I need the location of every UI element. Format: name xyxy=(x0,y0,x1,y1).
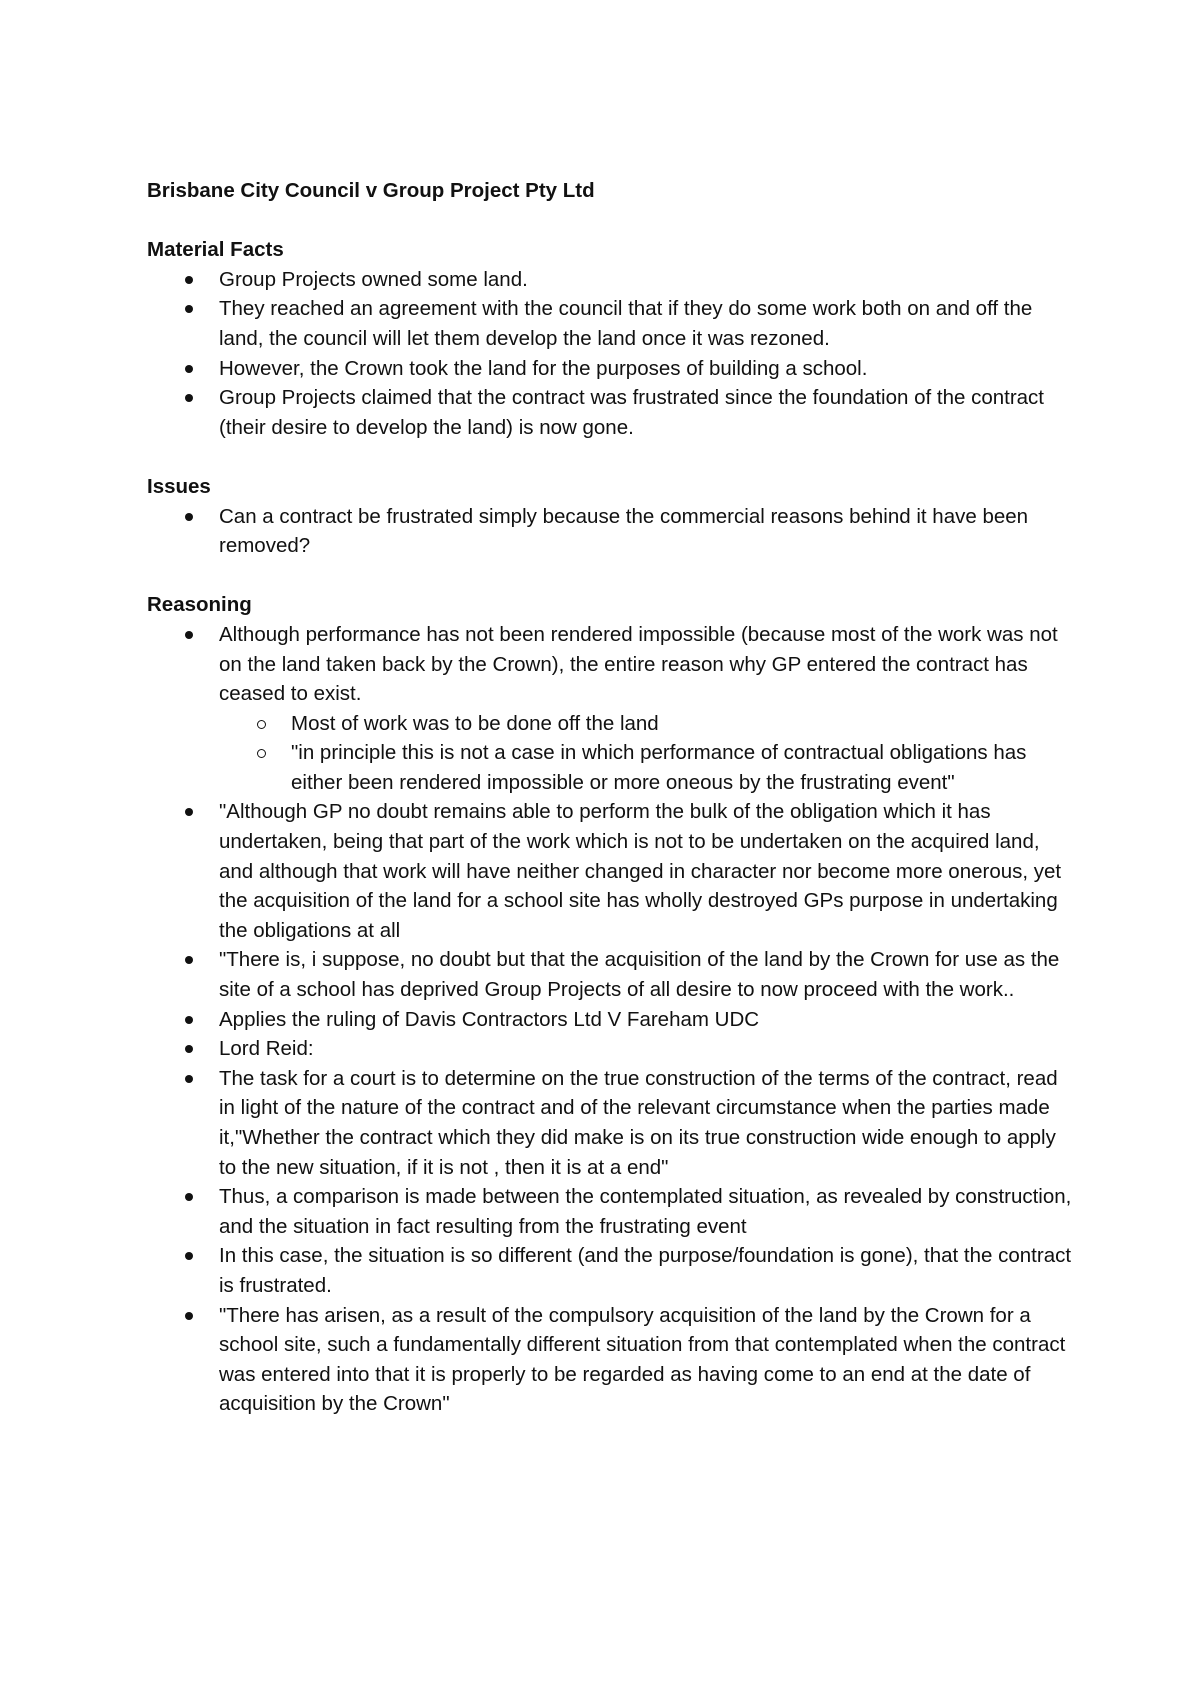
heading-issues: Issues xyxy=(147,474,211,498)
sub-list-item-text: "in principle this is not a case in which performance of contractual obligations has either been rendered impossible or more oneous by the frustrating event" xyxy=(291,741,1027,794)
sub-list-item-text: Most of work was to be done off the land xyxy=(291,711,659,735)
heading-reasoning: Reasoning xyxy=(147,593,252,617)
bullet-icon xyxy=(185,631,193,639)
list-item-text: Lord Reid: xyxy=(219,1037,314,1061)
list-item xyxy=(147,1241,1077,1300)
list-item-text: "There is, i suppose, no doubt but that the acquisition of the land by the Crown for use as the site of a school has deprived Group Projects of all desire to now proceed with the work.. xyxy=(219,948,1060,1002)
list-item xyxy=(147,1064,1077,1182)
list-item xyxy=(147,1034,1077,1064)
list-item xyxy=(147,1005,1077,1035)
bullet-icon xyxy=(185,1045,193,1053)
list-item-text: Group Projects owned some land. xyxy=(219,267,528,291)
reasoning-list xyxy=(147,620,1077,1419)
bullet-icon xyxy=(185,956,193,964)
list-item-text: Applies the ruling of Davis Contractors Ltd V Fareham UDC xyxy=(219,1007,760,1031)
list-item xyxy=(147,1301,1077,1419)
list-item-text: However, the Crown took the land for the purposes of building a school. xyxy=(219,356,868,380)
section-reasoning xyxy=(147,590,1077,1419)
list-item-text: Group Projects claimed that the contract was frustrated since the foundation of the contract (their desire to develop the land) is now gone. xyxy=(219,386,1044,439)
bullet-icon xyxy=(185,1016,193,1024)
document-body xyxy=(147,176,1077,1449)
list-item-text: Although performance has not been rendered impossible (because most of the work was not on the land taken back by the Crown), the entire reason why GP entered the contract has ceased to exist. xyxy=(219,622,1058,706)
bullet-icon xyxy=(185,276,193,284)
list-item xyxy=(147,797,1077,945)
list-item-text: They reached an agreement with the council that if they do some work both on and off the land, the council will let them develop the land once it was rezoned. xyxy=(219,297,1033,350)
section-material-facts xyxy=(147,235,1077,442)
bullet-icon xyxy=(185,1312,193,1320)
sub-list-item xyxy=(219,738,1077,797)
list-item xyxy=(147,945,1077,1004)
list-item xyxy=(147,502,1077,561)
list-item-text: "Although GP no doubt remains able to perform the bulk of the obligation which it has undertaken, being that part of the work which is not to be undertaken on the acquired land, and although that work will have neither changed in character nor become more onerous, yet the acquisition of the land for a school site has wholly destroyed GPs purpose in undertaking the obligations at all xyxy=(219,800,1062,942)
bullet-icon xyxy=(185,1252,193,1260)
document-title: Brisbane City Council v Group Project Pty Ltd xyxy=(147,179,595,202)
bullet-icon xyxy=(185,305,193,313)
list-item-text: Thus, a comparison is made between the contemplated situation, as revealed by construction, and the situation in fact resulting from the frustrating event xyxy=(219,1185,1072,1238)
heading-material-facts: Material Facts xyxy=(147,238,284,262)
list-item xyxy=(147,265,1077,295)
circle-bullet-icon xyxy=(257,749,266,758)
material-facts-list xyxy=(147,265,1077,443)
bullet-icon xyxy=(185,1075,193,1083)
bullet-icon xyxy=(185,394,193,402)
list-item-text: In this case, the situation is so different (and the purpose/foundation is gone), that the contract is frustrated. xyxy=(219,1244,1072,1297)
list-item xyxy=(147,620,1077,798)
reasoning-sub-list xyxy=(219,709,1077,798)
bullet-icon xyxy=(185,365,193,373)
list-item-text: The task for a court is to determine on the true construction of the terms of the contract, read in light of the nature of the contract and of the relevant circumstance when the parties made it,"Whether the contract which they did make is on its true construction wide enough to apply to the new situation, if it is not , then it is at a end" xyxy=(219,1066,1058,1179)
sub-list-item xyxy=(219,709,1077,739)
bullet-icon xyxy=(185,808,193,816)
list-item xyxy=(147,354,1077,384)
section-issues xyxy=(147,472,1077,561)
circle-bullet-icon xyxy=(257,720,266,729)
bullet-icon xyxy=(185,1193,193,1201)
list-item xyxy=(147,1182,1077,1241)
list-item-text: "There has arisen, as a result of the compulsory acquisition of the land by the Crown for a school site, such a fundamentally different situation from that contemplated when the contract was entered into that it is properly to be regarded as having come to an end at the date of acquisition by the Crown" xyxy=(219,1303,1066,1416)
issues-list xyxy=(147,502,1077,561)
list-item-text: Can a contract be frustrated simply because the commercial reasons behind it have been removed? xyxy=(219,504,1029,558)
list-item xyxy=(147,294,1077,353)
list-item xyxy=(147,383,1077,442)
bullet-icon xyxy=(185,513,193,521)
